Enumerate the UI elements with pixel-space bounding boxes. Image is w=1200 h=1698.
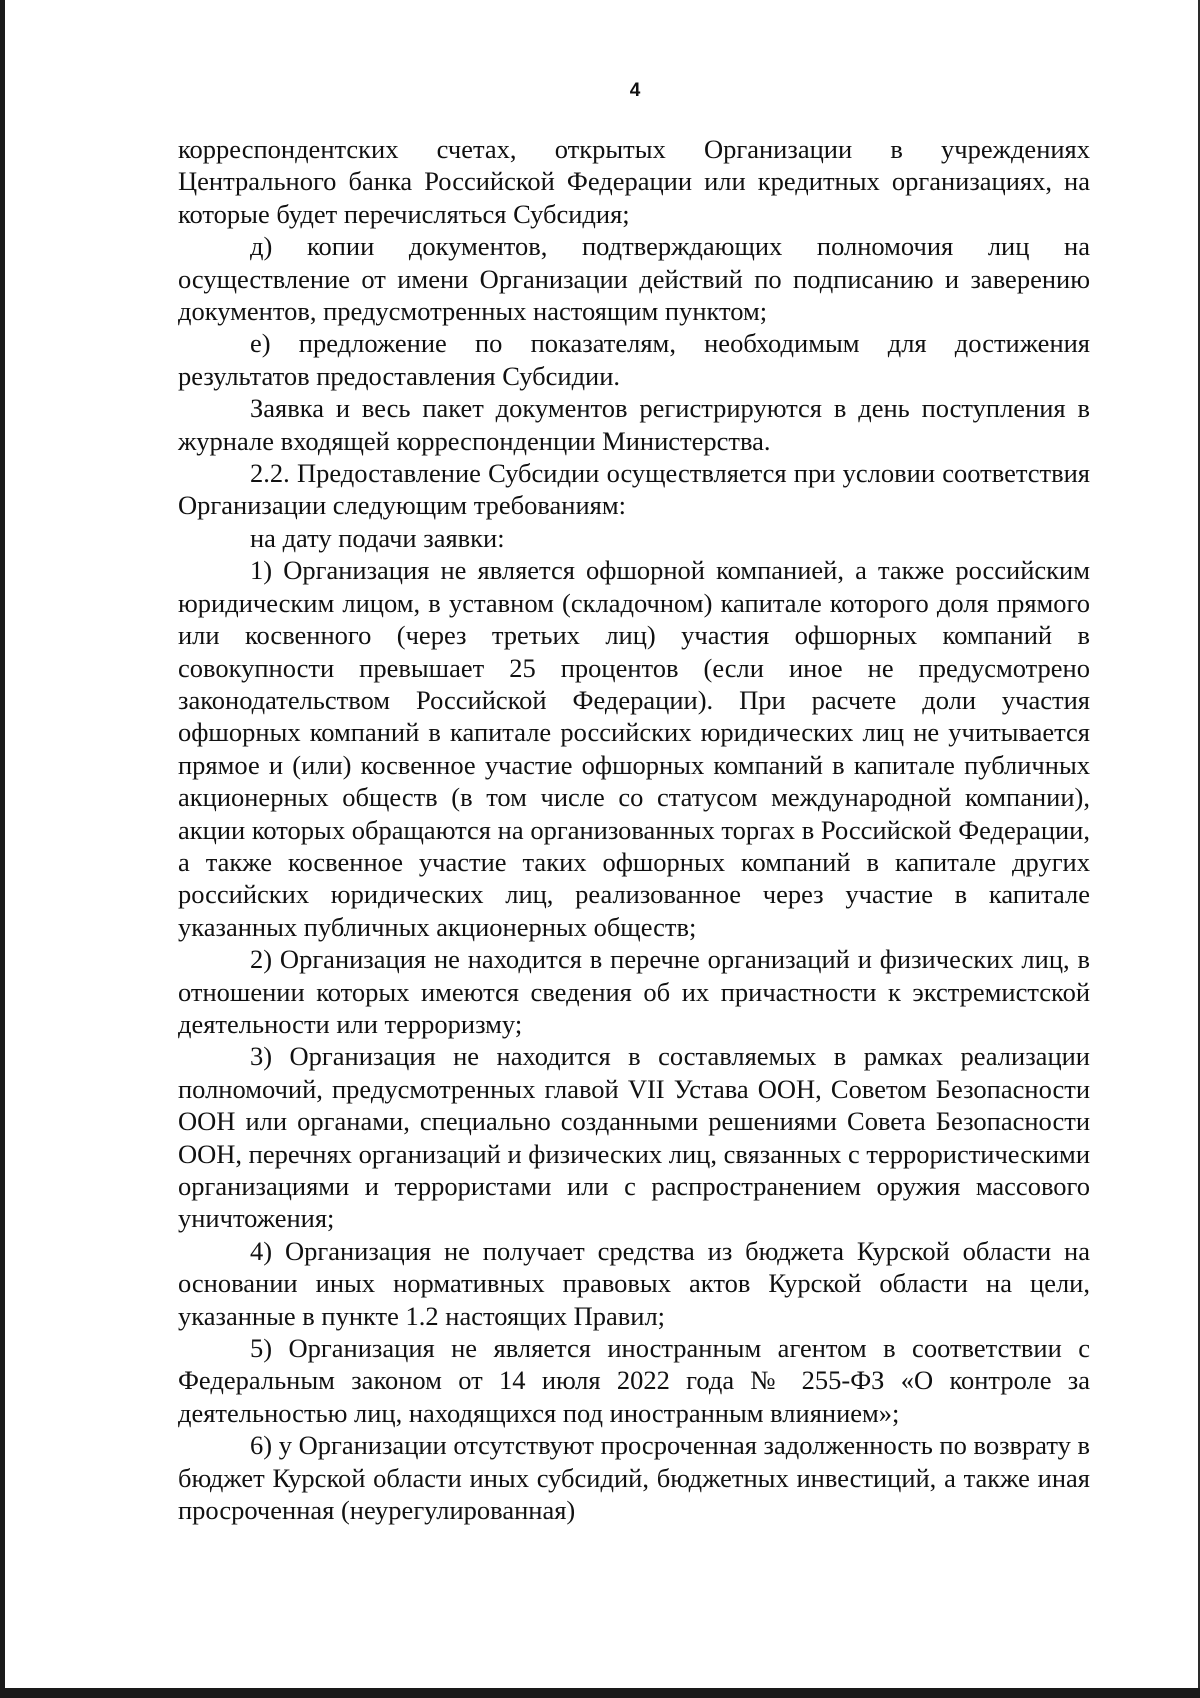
paragraph-requirement-4: 4) Организация не получает средства из бюджета Курской области на основании иных нормативных правовых актов Курской области на цели, указанные в пункте 1.2 настоящих Правил;: [178, 1235, 1090, 1331]
paragraph-requirement-3: 3) Организация не находится в составляемых в рамках реализации полномочий, предусмотренных главой VII Устава ООН, Советом Безопасности ООН или органами, специально созданными решениями Совета Безопасности ООН, перечнях организаций и физических лиц, связанных с террористическими организациями и террористами или с распространением оружия массового уничтожения;: [178, 1041, 1090, 1234]
document-body: [178, 133, 1090, 1526]
paragraph-item-e: е) предложение по показателям, необходимым для достижения результатов предоставления Субсидии.: [178, 328, 1090, 391]
paragraph-requirement-2: 2) Организация не находится в перечне организаций и физических лиц, в отношении которых имеются сведения об их причастности к экстремистской деятельности или терроризму;: [178, 944, 1090, 1039]
paragraph-section-2-2: 2.2. Предоставление Субсидии осуществляется при условии соответствия Организации следующим требованиям:: [178, 458, 1090, 521]
paragraph-requirement-1: 1) Организация не является офшорной компанией, а также российским юридическим лицом, в уставном (складочном) капитале которого доля прямого или косвенного (через третьих лиц) участия офшорных компаний в совокупности превышает 25 процентов (если иное не предусмотрено законодательством Российской Федерации). При расчете доли участия офшорных компаний в капитале российских юридических лиц не учитывается прямое и (или) косвенное участие офшорных компаний в капитале публичных акционерных обществ (в том числе со статусом международной компании), акции которых обращаются на организованных торгах в Российской Федерации, а также косвенное участие таких офшорных компаний в капитале других российских юридических лиц, реализованное через участие в капитале указанных публичных акционерных обществ;: [178, 555, 1090, 942]
paragraph-item-d: д) копии документов, подтверждающих полномочия лиц на осуществление от имени Организации действий по подписанию и заверению документов, предусмотренных настоящим пунктом;: [178, 231, 1090, 327]
paragraph-continuation: корреспондентских счетах, открытых Организации в учреждениях Центрального банка Российской Федерации или кредитных организациях, на которые будет перечисляться Субсидия;: [178, 134, 1090, 229]
page-number: 4: [629, 80, 641, 101]
paragraph-registration: Заявка и весь пакет документов регистрируются в день поступления в журнале входящей корреспонденции Министерства.: [178, 393, 1090, 456]
paragraph-requirement-6: 6) у Организации отсутствуют просроченная задолженность по возврату в бюджет Курской области иных субсидий, бюджетных инвестиций, а также иная просроченная (неурегулированная): [178, 1430, 1090, 1526]
paragraph-requirement-5: 5) Организация не является иностранным агентом в соответствии с Федеральным законом от 14 июля 2022 года № 255-ФЗ «О контроле за деятельностью лиц, находящихся под иностранным влиянием»;: [178, 1333, 1090, 1428]
paragraph-application-date: на дату подачи заявки:: [250, 522, 505, 553]
scan-edge-left: [0, 0, 5, 1698]
scan-edge-bottom: [0, 1688, 1200, 1698]
